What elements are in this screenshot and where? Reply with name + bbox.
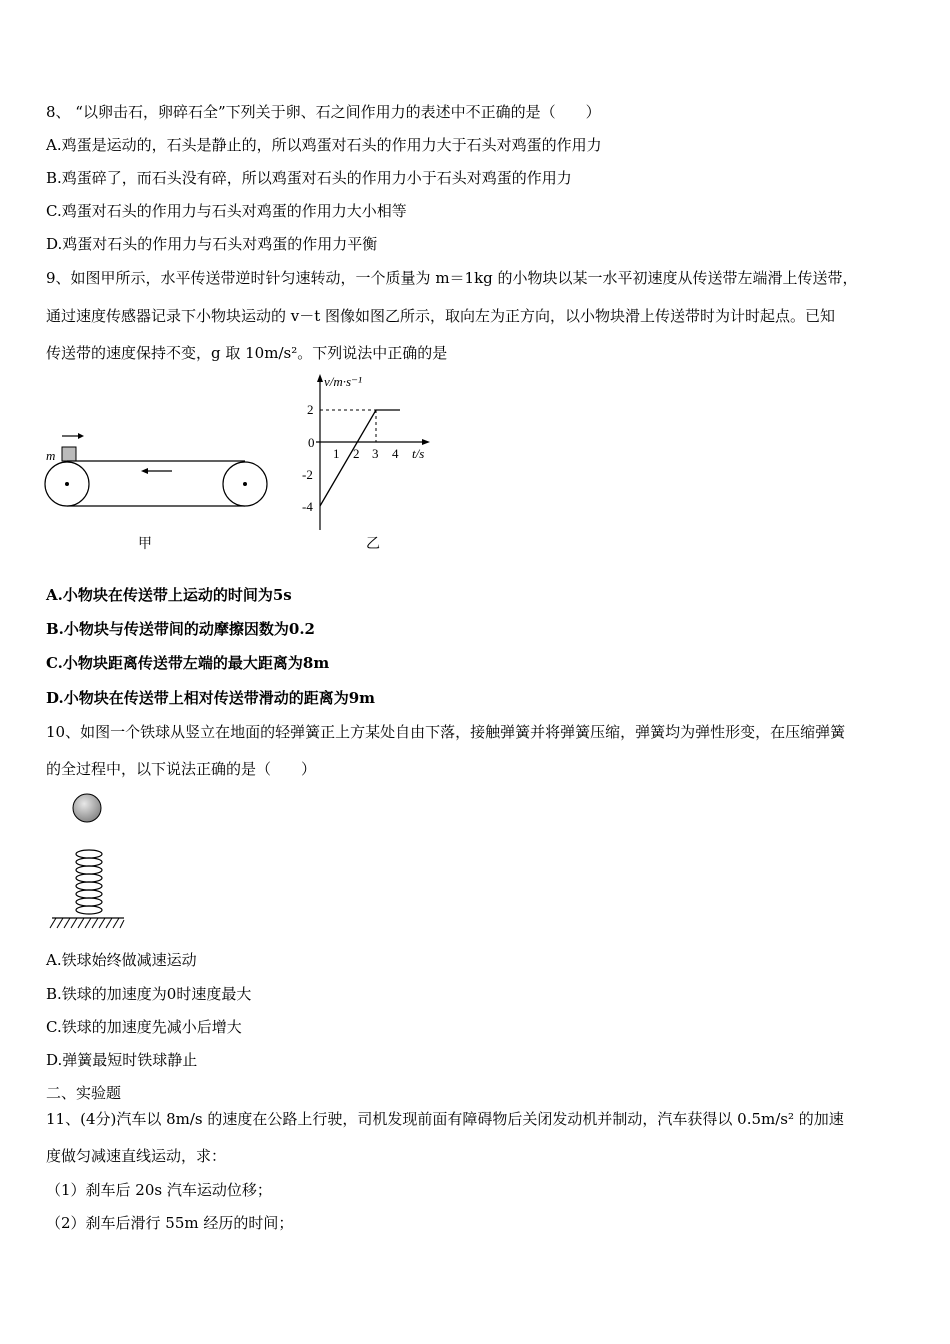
q9-option-d: D.小物块在传送带上相对传送带滑动的距离为9m [46, 689, 376, 707]
block-icon [62, 447, 76, 461]
figure-jia-conveyor [40, 428, 280, 558]
q9-option-a: A.小物块在传送带上运动的时间为5s [46, 586, 292, 604]
q11-stem-line2: 度做匀减速直线运动，求： [46, 1147, 227, 1165]
q11-sub2: （2）刹车后滑行 55m 经历的时间； [46, 1214, 294, 1232]
q9-option-b: B.小物块与传送带间的动摩擦因数为0.2 [46, 620, 315, 638]
q10-stem-line2: 的全过程中，以下说法正确的是（ ） [46, 760, 317, 778]
velocity-line [320, 410, 400, 506]
y-tick-neg4: -4 [302, 499, 313, 514]
q10-stem-line1: 10、如图一个铁球从竖立在地面的轻弹簧正上方某处自由下落，接触弹簧并将弹簧压缩，弹簧均为弹性形变，在压缩弹簧 [46, 723, 846, 741]
q9-stem-line3: 传送带的速度保持不变，g 取 10m/s²。下列说法中正确的是 [46, 344, 448, 362]
q9-stem-line1: 9、如图甲所示，水平传送带逆时针匀速转动，一个质量为 m＝1kg 的小物块以某一水平初速度从传送带左端滑上传送带， [46, 269, 858, 287]
q8-option-a: A.鸡蛋是运动的，石头是静止的，所以鸡蛋对石头的作用力大于石头对鸡蛋的作用力 [46, 136, 602, 154]
x-tick-1: 1 [333, 446, 340, 461]
q8-option-d: D.鸡蛋对石头的作用力与石头对鸡蛋的作用力平衡 [46, 235, 378, 253]
figure-yi-caption: 乙 [366, 537, 380, 552]
q11-sub1: （1）刹车后 20s 汽车运动位移； [46, 1181, 272, 1199]
q11-stem-line1: 11、(4分)汽车以 8m/s 的速度在公路上行驶，司机发现前面有障碍物后关闭发动机并制动，汽车获得以 0.5m/s² 的加速 [46, 1110, 844, 1128]
y-tick-2: 2 [307, 402, 314, 417]
q9-option-c: C.小物块距离传送带左端的最大距离为8m [46, 654, 330, 672]
spring-icon [76, 850, 102, 914]
block-mass-label: m [46, 448, 56, 463]
origin-label: 0 [308, 435, 315, 450]
q9-stem-line2: 通过速度传感器记录下小物块运动的 v－t 图像如图乙所示，取向左为正方向，以小物块滑上传送带时为计时起点。已知 [46, 307, 836, 325]
section-title: 二、实验题 [46, 1084, 122, 1102]
q8-stem: 8、 “以卵击石，卵碎石全”下列关于卵、石之间作用力的表述中不正确的是（ ） [46, 103, 601, 121]
q10-option-c: C.铁球的加速度先减小后增大 [46, 1018, 242, 1036]
q10-option-a: A.铁球始终做减速运动 [46, 951, 197, 969]
y-tick-neg2: -2 [302, 467, 313, 482]
figure-ball-spring [46, 790, 136, 935]
q10-option-b: B.铁球的加速度为0时速度最大 [46, 985, 252, 1003]
x-tick-4: 4 [392, 446, 399, 461]
iron-ball-icon [73, 794, 101, 822]
q10-option-d: D.弹簧最短时铁球静止 [46, 1051, 198, 1069]
figure-yi-vt-graph [296, 370, 446, 555]
y-axis-label: v/m·s⁻¹ [324, 374, 362, 389]
q8-option-c: C.鸡蛋对石头的作用力与石头对鸡蛋的作用力大小相等 [46, 202, 407, 220]
x-axis-label: t/s [412, 446, 425, 461]
x-tick-2: 2 [353, 446, 360, 461]
x-tick-3: 3 [372, 446, 379, 461]
figure-jia-caption: 甲 [138, 537, 152, 552]
q8-option-b: B.鸡蛋碎了，而石头没有碎，所以鸡蛋对石头的作用力小于石头对鸡蛋的作用力 [46, 169, 572, 187]
